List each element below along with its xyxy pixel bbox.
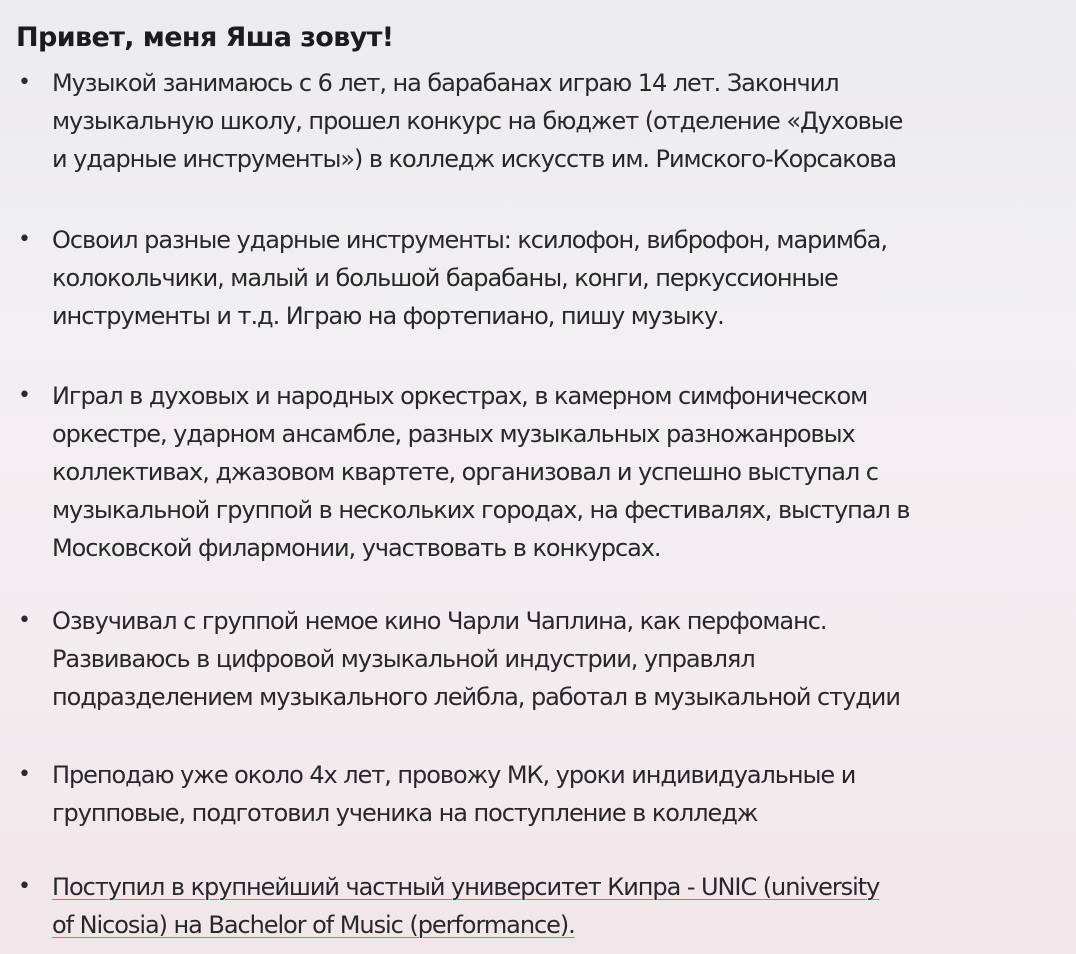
item-line: Поступил в крупнейший частный университет Кипра - UNIC (university (52, 873, 880, 901)
item-line: of Nicosia) на Bachelor of Music (performance). (52, 911, 575, 939)
item-line: Музыкой занимаюсь с 6 лет, на барабанах играю 14 лет. Закончил (52, 69, 839, 97)
item-line: Освоил разные ударные инструменты: ксилофон, виброфон, маримба, (52, 226, 887, 254)
item-line: коллективах, джазовом квартете, организовал и успешно выступал с (52, 458, 878, 486)
item-line: и ударные инструменты») в колледж искусств им. Римского-Корсакова (52, 145, 897, 173)
bullet: • (18, 874, 31, 899)
page-title: Привет, меня Яша зовут! (16, 22, 394, 53)
item-line: Развиваюсь в цифровой музыкальной индустрии, управлял (52, 645, 755, 673)
bullet: • (18, 762, 31, 787)
item-line: музыкальную школу, прошел конкурс на бюджет (отделение «Духовые (52, 107, 903, 135)
item-line: подразделением музыкального лейбла, работал в музыкальной студии (52, 683, 900, 711)
item-line: музыкальной группой в нескольких городах, на фестивалях, выступал в (52, 496, 910, 524)
item-line: Озвучивал с группой немое кино Чарли Чаплина, как перфоманс. (52, 607, 827, 635)
item-line: Играл в духовых и народных оркестрах, в камерном симфоническом (52, 382, 868, 410)
item-line: Преподаю уже около 4х лет, провожу МК, уроки индивидуальные и (52, 761, 856, 789)
item-line: Московской филармонии, участвовать в конкурсах. (52, 534, 661, 562)
bullet: • (18, 608, 31, 633)
item-line: оркестре, ударном ансамбле, разных музыкальных разножанровых (52, 420, 855, 448)
item-line: колокольчики, малый и большой барабаны, конги, перкуссионные (52, 264, 838, 292)
bullet: • (18, 383, 31, 408)
bullet: • (18, 227, 31, 252)
item-line: групповые, подготовил ученика на поступление в колледж (52, 799, 758, 827)
item-line: инструменты и т.д. Играю на фортепиано, пишу музыку. (52, 302, 724, 330)
bullet: • (18, 70, 31, 95)
